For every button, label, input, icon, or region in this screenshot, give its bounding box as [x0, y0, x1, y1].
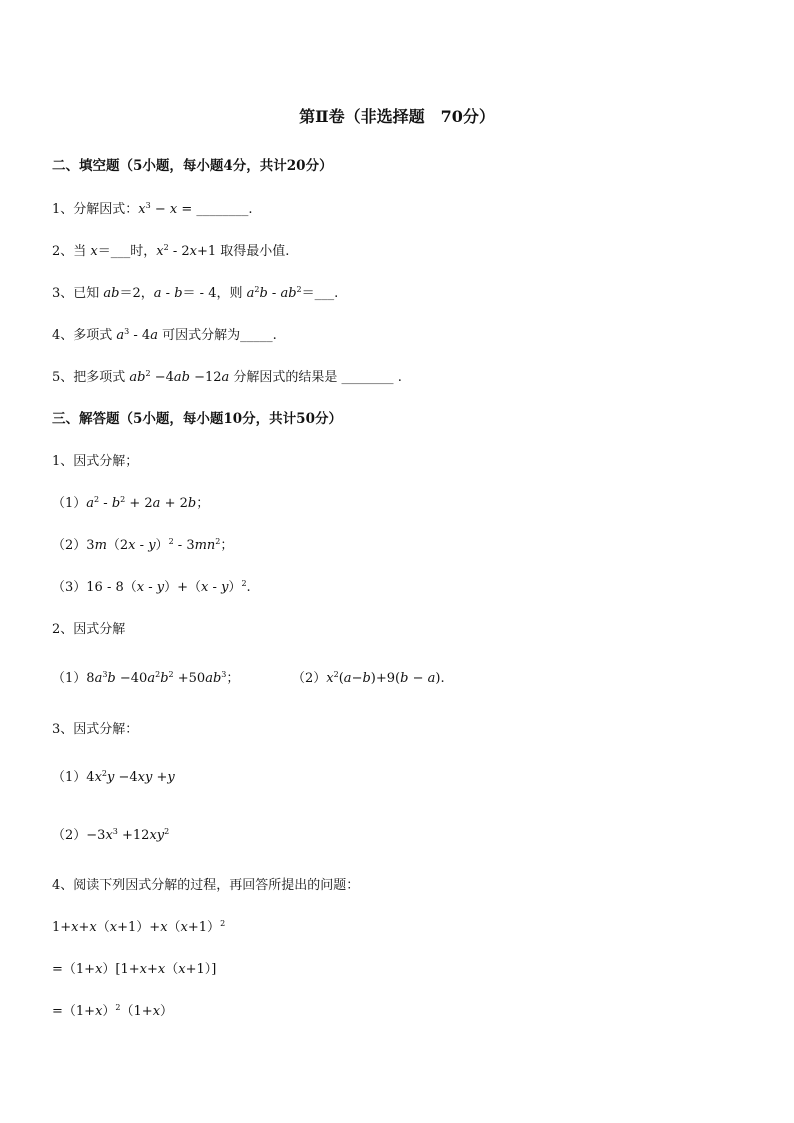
solve-question-2-label: 2、因式分解 — [52, 622, 126, 637]
solve-question-3-label: 3、因式分解： — [52, 722, 139, 737]
fill-question-2: 2、当 x＝___时，$x^2 - 2x+1$ 取得最小值. — [52, 243, 290, 259]
fill-question-3: 3、已知 ab＝2，a - b＝ - 4，则 $a^2b$ - $ab^2=\_\_\_$. — [52, 285, 339, 301]
solve-question-2-part-1: $(1)8a^3b -40a^2b^2 +50ab^3$； — [52, 670, 240, 686]
page-title: 第Ⅱ卷（非选择题 70分） — [299, 107, 495, 126]
solve-question-1-part-1: $(1)a^2 - b^2 + 2a + 2b$； — [52, 495, 210, 511]
solve-question-1-label: 1、因式分解； — [52, 454, 139, 469]
solve-question-4-label: 4、阅读下列因式分解的过程，再回答所提出的问题： — [52, 878, 360, 893]
fill-question-4: 4、多项式 $a^3 - 4a$ 可因式分解为_____. — [52, 327, 277, 343]
solve-question-4-line-3: $=(1+x)^2(1+x)$ — [52, 1003, 174, 1019]
solve-question-2-part-2: $(2)x^2(a-b)+9(b - a)$. — [292, 670, 445, 686]
fill-question-5: 5、把多项式 $ab^2 -4ab -12a$ 分解因式的结果是 ________ . — [52, 369, 402, 385]
solve-question-3-part-1: $(1)4x^2y -4xy +y$ — [52, 769, 175, 785]
solve-question-1-part-3: （3）16 - 8（x - y）+（x - y）$^2$. — [52, 579, 251, 595]
solve-question-4-line-1: $1+x+x(x+1)+x(x+1)^2$ — [52, 919, 226, 935]
solve-question-3-part-2: $(2)-3x^3 +12xy^2$ — [52, 827, 170, 843]
section-heading-solve: 三、解答题（5小题，每小题10分，共计50分） — [52, 411, 342, 427]
section-heading-fill-in: 二、填空题（5小题，每小题4分，共计20分） — [52, 158, 333, 174]
solve-question-1-part-2: $(2)3m(2x - y)^2 - 3mn^2$； — [52, 537, 234, 553]
fill-question-1: 1、分解因式：$x^3 - x$ = ________. — [52, 201, 253, 217]
solve-question-4-line-2: =（1+x）[1+x+x（x+1）] — [52, 962, 217, 977]
